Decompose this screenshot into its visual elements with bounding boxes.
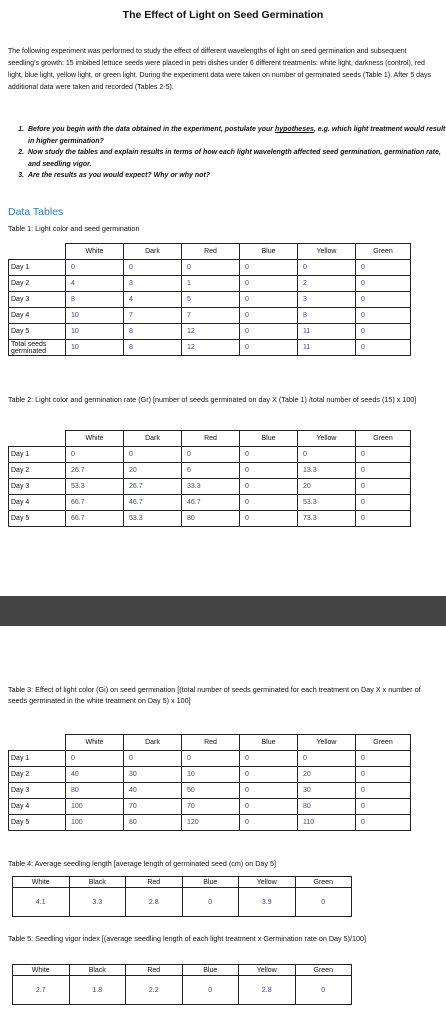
table-row xyxy=(9,751,411,767)
table-cell: 50 xyxy=(182,783,240,799)
column-header: White xyxy=(66,735,124,751)
table-cell: 100 xyxy=(66,799,124,815)
hypotheses-link-text: hypotheses xyxy=(274,126,314,133)
column-header: Red xyxy=(182,431,240,447)
column-header: Black xyxy=(69,877,126,888)
table-cell: 0 xyxy=(356,447,411,463)
table-cell: 0 xyxy=(182,888,239,917)
table-cell: 0 xyxy=(124,447,182,463)
table-cell: 0 xyxy=(240,495,298,511)
table-cell: 0 xyxy=(295,976,352,1005)
table-cell: 46.7 xyxy=(182,495,240,511)
table-row xyxy=(9,340,411,356)
table-row xyxy=(9,511,411,527)
table-row xyxy=(9,463,411,479)
table-cell: 20 xyxy=(298,767,356,783)
table-cell: 0 xyxy=(298,260,356,276)
table-cell: 3 xyxy=(124,276,182,292)
table5 xyxy=(12,964,352,1005)
column-header: Yellow xyxy=(298,735,356,751)
table-cell: 0 xyxy=(298,751,356,767)
table-row xyxy=(9,767,411,783)
row-label: Day 3 xyxy=(9,783,66,799)
table-cell: 0 xyxy=(240,308,298,324)
table-cell: 5 xyxy=(182,292,240,308)
table-cell: 66.7 xyxy=(66,511,124,527)
table-cell: 8 xyxy=(124,324,182,340)
table-row xyxy=(9,308,411,324)
table-cell: 0 xyxy=(295,888,352,917)
table-row xyxy=(13,888,352,917)
table-cell: 0 xyxy=(240,324,298,340)
table-cell: 2 xyxy=(298,276,356,292)
table-cell: 0 xyxy=(356,479,411,495)
table-row xyxy=(9,260,411,276)
data-tables-heading: Data Tables xyxy=(8,206,64,218)
table-cell: 26.7 xyxy=(124,479,182,495)
column-header: Blue xyxy=(182,877,239,888)
row-label: Day 2 xyxy=(9,767,66,783)
table-cell: 0 xyxy=(356,751,411,767)
table-cell: 40 xyxy=(66,767,124,783)
table-cell: 30 xyxy=(298,783,356,799)
table-cell: 4 xyxy=(124,292,182,308)
table-cell: 0 xyxy=(298,447,356,463)
header-row xyxy=(9,431,411,447)
column-header: Dark xyxy=(124,244,182,260)
table-cell: 0 xyxy=(356,276,411,292)
table-cell: 0 xyxy=(240,783,298,799)
column-header: Green xyxy=(295,965,352,976)
table-cell: 0 xyxy=(356,799,411,815)
column-header: White xyxy=(13,965,70,976)
table-cell: 3 xyxy=(298,292,356,308)
page-title: The Effect of Light on Seed Germination xyxy=(122,9,324,21)
row-label: Day 4 xyxy=(9,308,66,324)
table-cell: 0 xyxy=(66,447,124,463)
table-cell: 0 xyxy=(356,260,411,276)
question-list xyxy=(10,124,446,182)
table-cell: 70 xyxy=(182,799,240,815)
table-cell: 0 xyxy=(66,260,124,276)
table-row xyxy=(9,479,411,495)
column-header: White xyxy=(13,877,70,888)
table-cell: 0 xyxy=(356,340,411,356)
table-cell: 46.7 xyxy=(124,495,182,511)
table-cell: 0 xyxy=(240,463,298,479)
table-cell: 4 xyxy=(66,276,124,292)
row-label: Total seeds germinated xyxy=(9,340,66,356)
table-cell: 80 xyxy=(298,799,356,815)
table-cell: 0 xyxy=(356,324,411,340)
table-cell: 0 xyxy=(356,292,411,308)
table3 xyxy=(8,734,411,831)
table-cell: 4.1 xyxy=(13,888,70,917)
column-header: Blue xyxy=(240,431,298,447)
table-cell: 0 xyxy=(240,276,298,292)
table-cell: 20 xyxy=(124,463,182,479)
corner-cell xyxy=(9,431,66,447)
document-page-2 xyxy=(0,626,446,1024)
table-cell: 10 xyxy=(66,324,124,340)
table-cell: 0 xyxy=(356,815,411,831)
table-cell: 8 xyxy=(66,292,124,308)
table-cell: 53.3 xyxy=(124,511,182,527)
row-label: Day 5 xyxy=(9,511,66,527)
table-cell: 40 xyxy=(124,783,182,799)
table2-caption: Table 2: Light color and germination rate (Gr) [number of seeds germinated on day X (Table 1) /total number of seeds (15) x 100] xyxy=(8,395,417,404)
column-header: Dark xyxy=(124,431,182,447)
table2 xyxy=(8,430,411,527)
table-cell: 80 xyxy=(124,815,182,831)
table-row xyxy=(9,495,411,511)
table-cell: 0 xyxy=(356,767,411,783)
corner-cell xyxy=(9,244,66,260)
table-cell: 26.7 xyxy=(66,463,124,479)
column-header: Green xyxy=(356,431,411,447)
table-cell: 80 xyxy=(66,783,124,799)
column-header: White xyxy=(66,431,124,447)
table4 xyxy=(12,876,352,917)
table-cell: 30 xyxy=(124,767,182,783)
table-cell: 7 xyxy=(182,308,240,324)
table-cell: 1 xyxy=(182,276,240,292)
table-cell: 33.3 xyxy=(182,479,240,495)
table-cell: 66.7 xyxy=(66,495,124,511)
table-cell: 0 xyxy=(182,751,240,767)
table-cell: 0 xyxy=(356,463,411,479)
table-cell: 10 xyxy=(182,767,240,783)
table-row xyxy=(9,783,411,799)
table5-caption: Table 5: Seedling vigor index [(average seedling length of each light treatment x Germination rate on Day 5)/100] xyxy=(8,934,366,943)
table1-caption: Table 1: Light color and seed germination xyxy=(8,224,140,233)
column-header: Green xyxy=(356,735,411,751)
row-label: Day 1 xyxy=(9,447,66,463)
column-header: Green xyxy=(356,244,411,260)
header-row xyxy=(13,877,352,888)
header-row xyxy=(9,244,411,260)
question-3: 3. Are the results as you would expect? Why or why not? xyxy=(26,170,446,182)
row-label: Day 1 xyxy=(9,751,66,767)
table-cell: 53.3 xyxy=(298,495,356,511)
table-cell: 6 xyxy=(182,463,240,479)
table-cell: 0 xyxy=(240,815,298,831)
table4-caption: Table 4: Average seedling length [average length of germinated seed (cm) on Day 5] xyxy=(8,859,276,868)
row-label: Day 4 xyxy=(9,799,66,815)
table-cell: 0 xyxy=(240,447,298,463)
column-header: Red xyxy=(182,735,240,751)
row-label: Day 5 xyxy=(9,324,66,340)
column-header: Red xyxy=(182,244,240,260)
table-cell: 0 xyxy=(240,340,298,356)
table-cell: 80 xyxy=(182,511,240,527)
row-label: Day 2 xyxy=(9,276,66,292)
table-row xyxy=(13,976,352,1005)
intro-paragraph: The following experiment was performed to study the effect of different wavelengths of light on seed germination and subsequent seedling’s growth: 15 imbibed lettuce seeds were placed in petri dishes under 6 different treatments: white light, darkness (control), red light, blue light, yellow light, or green light. During the experiment data were taken on number of germinated seeds (Table 1). After 5 days additional data were taken and recorded (Tables 2-5). xyxy=(8,48,431,91)
table-cell: 11 xyxy=(298,324,356,340)
column-header: Yellow xyxy=(298,244,356,260)
question-1: 1. Before you begin with the data obtained in the experiment, postulate your hypotheses, e.g. which light treatment would result in higher germination? xyxy=(26,124,446,147)
table-row xyxy=(9,292,411,308)
table-cell: 0 xyxy=(240,292,298,308)
column-header: Green xyxy=(295,877,352,888)
table3-caption: Table 3: Effect of light color (Gi) on seed germination [(total number of seeds germinated for each treatment on Day X x number of seeds germinated in the white treatment on Day 5) x 100] xyxy=(8,685,421,705)
table-cell: 2.8 xyxy=(126,888,183,917)
row-label: Day 3 xyxy=(9,292,66,308)
table-row xyxy=(9,447,411,463)
table-cell: 10 xyxy=(66,340,124,356)
column-header: Red xyxy=(126,877,183,888)
table-row xyxy=(9,799,411,815)
column-header: Blue xyxy=(182,965,239,976)
table-cell: 73.3 xyxy=(298,511,356,527)
table-cell: 20 xyxy=(298,479,356,495)
table-cell: 12 xyxy=(182,340,240,356)
question-2: 2. Now study the tables and explain results in terms of how each light wavelength affected seed germination, germination rate, and seedling vigor. xyxy=(26,147,446,170)
table-cell: 0 xyxy=(240,511,298,527)
column-header: Red xyxy=(126,965,183,976)
table-cell: 1.8 xyxy=(69,976,126,1005)
header-row xyxy=(9,735,411,751)
table-cell: 7 xyxy=(124,308,182,324)
table-cell: 0 xyxy=(356,783,411,799)
table-cell: 10 xyxy=(66,308,124,324)
table-cell: 0 xyxy=(124,751,182,767)
table-row xyxy=(9,815,411,831)
table-cell: 0 xyxy=(182,260,240,276)
table-cell: 8 xyxy=(124,340,182,356)
column-header: Yellow xyxy=(298,431,356,447)
header-row xyxy=(13,965,352,976)
table-cell: 0 xyxy=(356,511,411,527)
table-cell: 0 xyxy=(182,976,239,1005)
row-label: Day 1 xyxy=(9,260,66,276)
table-cell: 0 xyxy=(66,751,124,767)
row-label: Day 2 xyxy=(9,463,66,479)
table-cell: 0 xyxy=(182,447,240,463)
table1 xyxy=(8,243,411,356)
table-cell: 0 xyxy=(240,479,298,495)
row-label: Day 5 xyxy=(9,815,66,831)
table-cell: 100 xyxy=(66,815,124,831)
table-cell: 110 xyxy=(298,815,356,831)
table-cell: 70 xyxy=(124,799,182,815)
table-cell: 2.2 xyxy=(126,976,183,1005)
column-header: Yellow xyxy=(239,877,296,888)
column-header: Yellow xyxy=(239,965,296,976)
corner-cell xyxy=(9,735,66,751)
table-cell: 13.3 xyxy=(298,463,356,479)
column-header: White xyxy=(66,244,124,260)
table-row xyxy=(9,276,411,292)
table-cell: 0 xyxy=(240,767,298,783)
column-header: Blue xyxy=(240,244,298,260)
column-header: Black xyxy=(69,965,126,976)
column-header: Dark xyxy=(124,735,182,751)
table-cell: 2.7 xyxy=(13,976,70,1005)
page-separator xyxy=(0,596,446,626)
table-cell: 0 xyxy=(240,799,298,815)
table-cell: 0 xyxy=(356,495,411,511)
column-header: Blue xyxy=(240,735,298,751)
table-cell: 3.9 xyxy=(239,888,296,917)
table-cell: 12 xyxy=(182,324,240,340)
table-cell: 2.8 xyxy=(239,976,296,1005)
row-label: Day 4 xyxy=(9,495,66,511)
table-cell: 0 xyxy=(240,751,298,767)
table-cell: 0 xyxy=(124,260,182,276)
table-cell: 53.3 xyxy=(66,479,124,495)
table-cell: 11 xyxy=(298,340,356,356)
table-cell: 0 xyxy=(356,308,411,324)
table-cell: 8 xyxy=(298,308,356,324)
table-row xyxy=(9,324,411,340)
table-cell: 0 xyxy=(240,260,298,276)
table-cell: 3.3 xyxy=(69,888,126,917)
table-cell: 120 xyxy=(182,815,240,831)
row-label: Day 3 xyxy=(9,479,66,495)
